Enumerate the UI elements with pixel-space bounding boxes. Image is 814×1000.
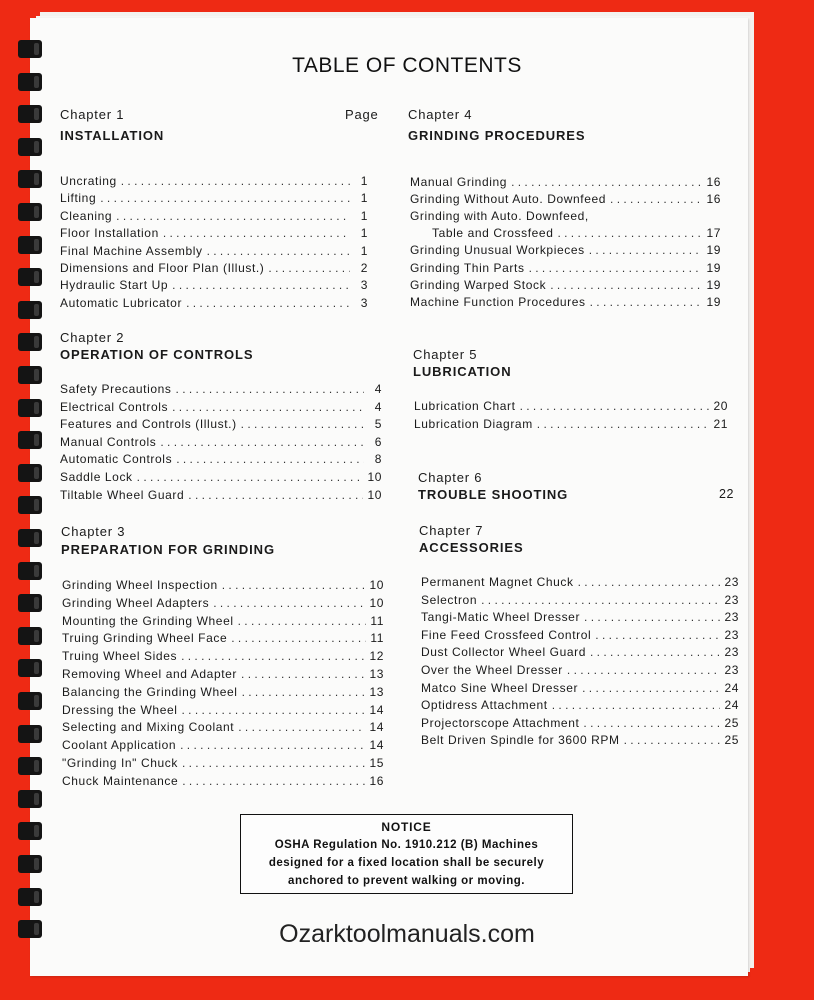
toc-entry	[432, 226, 721, 242]
leader-dots	[550, 278, 702, 292]
toc-entry-label: Mounting the Grinding Wheel	[62, 613, 234, 628]
toc-entry-label: Permanent Magnet Chuck	[421, 575, 574, 589]
toc-entry-label: Table and Crossfeed	[432, 226, 554, 241]
leader-dots	[121, 174, 350, 188]
toc-entry	[60, 174, 368, 190]
toc-entry-label: Coolant Application	[62, 738, 177, 753]
binding-coil	[18, 138, 42, 156]
toc-entry-label: Grinding with Auto. Downfeed,	[410, 209, 589, 224]
toc-entry-page: 14	[369, 738, 384, 753]
toc-entry-label: Tiltable Wheel Guard	[60, 487, 185, 502]
leader-dots	[182, 756, 365, 770]
chapter-7-title: ACCESSORIES	[419, 540, 524, 555]
toc-entry-page: 8	[374, 452, 382, 467]
toc-entry-page: 3	[360, 278, 368, 293]
toc-entry-page: 23	[724, 627, 739, 642]
toc-entry-page: 1	[360, 208, 368, 223]
toc-entry	[62, 631, 384, 647]
binding-coil	[18, 170, 42, 188]
toc-entry-page: 25	[724, 715, 739, 730]
toc-entry-label: Grinding Unusual Workpieces	[410, 243, 585, 258]
binding-coil	[18, 725, 42, 743]
toc-entry-label: Safety Precautions	[60, 382, 172, 396]
toc-entry-label: Lubrication Chart	[414, 399, 516, 413]
toc-entry	[60, 296, 368, 312]
toc-entry	[62, 720, 384, 736]
notice-line: anchored to prevent walking or moving.	[288, 875, 525, 887]
toc-entry	[421, 698, 739, 714]
binding-coil	[18, 333, 42, 351]
toc-entry-label: Lubrication Diagram	[414, 417, 533, 431]
toc-entry-label: Selectron	[421, 592, 478, 607]
toc-entry-label: Over the Wheel Dresser	[421, 663, 563, 677]
toc-entry-label: Fine Feed Crossfeed Control	[421, 627, 592, 642]
chapter-4-label: Chapter 4	[408, 107, 473, 122]
toc-entry	[60, 226, 368, 242]
toc-entry	[62, 667, 384, 683]
leader-dots	[213, 596, 365, 610]
toc-entry-label: Dust Collector Wheel Guard	[421, 645, 586, 660]
toc-entry	[62, 649, 384, 665]
toc-entry	[62, 596, 384, 612]
toc-entry-label: Grinding Thin Parts	[410, 260, 525, 275]
watermark-url: Ozarktoolmanuals.com	[279, 920, 535, 948]
toc-entry	[60, 261, 368, 277]
leader-dots	[268, 261, 350, 275]
toc-entry	[410, 295, 721, 311]
toc-entry	[60, 191, 368, 207]
toc-entry-page: 23	[724, 645, 739, 660]
leader-dots	[176, 452, 364, 466]
toc-entry-label: Cleaning	[60, 208, 113, 223]
toc-entry	[62, 703, 384, 719]
toc-entry	[60, 470, 382, 486]
toc-entry-label: Automatic Controls	[60, 452, 173, 467]
leader-dots	[181, 649, 365, 663]
binding-coil	[18, 594, 42, 612]
leader-dots	[590, 295, 703, 309]
leader-dots	[182, 774, 365, 788]
chapter-5-label: Chapter 5	[413, 347, 478, 362]
leader-dots	[242, 685, 366, 699]
leader-dots	[610, 192, 702, 206]
binding-coil	[18, 105, 42, 123]
toc-entry	[421, 663, 739, 679]
toc-entry-page: 14	[369, 720, 384, 735]
toc-entry-label: Grinding Without Auto. Downfeed	[410, 192, 607, 207]
toc-entry-page: 21	[713, 417, 728, 431]
leader-dots	[188, 488, 363, 502]
chapter-6-title: TROUBLE SHOOTING	[418, 487, 569, 502]
toc-entry-label: Floor Installation	[60, 226, 159, 241]
toc-entry-page: 13	[369, 667, 384, 681]
binding-coil	[18, 464, 42, 482]
toc-entry-page: 24	[724, 698, 739, 713]
leader-dots	[241, 417, 364, 431]
binding-coil	[18, 757, 42, 775]
toc-entry	[421, 645, 739, 661]
toc-entry-label: Optidress Attachment	[421, 698, 548, 713]
chapter-3-title: PREPARATION FOR GRINDING	[61, 542, 275, 557]
toc-entry-label: Dimensions and Floor Plan (Illust.)	[60, 261, 265, 275]
toc-entry-label: Truing Grinding Wheel Face	[62, 631, 228, 646]
toc-entry	[421, 575, 739, 591]
toc-entry-page: 1	[360, 174, 368, 188]
toc-entry	[414, 417, 728, 433]
binding-coil	[18, 822, 42, 840]
leader-dots	[238, 720, 365, 734]
toc-entry	[410, 243, 721, 259]
leader-dots	[160, 435, 364, 449]
toc-entry	[410, 192, 721, 208]
leader-dots	[180, 738, 365, 752]
leader-dots	[582, 681, 720, 695]
toc-entry	[60, 435, 382, 451]
toc-entry-page: 15	[369, 756, 384, 770]
toc-entry-label: Manual Grinding	[410, 175, 508, 189]
leader-dots	[100, 191, 350, 205]
toc-entry-label: Projectorscope Attachment	[421, 715, 580, 730]
leader-dots	[557, 226, 702, 240]
toc-entry	[62, 578, 384, 594]
toc-entry	[60, 488, 382, 504]
leader-dots	[238, 614, 366, 628]
binding-coil	[18, 790, 42, 808]
notice-heading: NOTICE	[381, 820, 432, 834]
leader-dots	[583, 716, 720, 730]
toc-entry	[62, 774, 384, 790]
binding-coil	[18, 203, 42, 221]
binding-coil	[18, 659, 42, 677]
chapter-6-label: Chapter 6	[418, 470, 483, 485]
leader-dots	[567, 663, 721, 677]
chapter-4-title: GRINDING PROCEDURES	[408, 128, 586, 143]
leader-dots	[222, 578, 366, 592]
leader-dots	[172, 400, 364, 414]
toc-entry-page: 5	[374, 417, 382, 432]
chapter-5-title: LUBRICATION	[413, 364, 512, 379]
toc-entry-page: 16	[369, 773, 384, 788]
toc-entry-page: 16	[706, 192, 721, 207]
toc-entry-page: 23	[724, 592, 739, 607]
toc-entry-page: 4	[374, 382, 382, 396]
leader-dots	[241, 667, 365, 681]
binding-coil	[18, 692, 42, 710]
leader-dots	[182, 703, 366, 717]
toc-entry-page: 19	[706, 294, 721, 309]
toc-entry-page: 19	[706, 277, 721, 292]
toc-entry-label: Removing Wheel and Adapter	[62, 667, 238, 681]
toc-entry	[60, 244, 368, 260]
leader-dots	[520, 399, 710, 413]
binding-coil	[18, 627, 42, 645]
chapter-2-title: OPERATION OF CONTROLS	[60, 347, 254, 362]
leader-dots	[537, 417, 710, 431]
toc-entry-label: Automatic Lubricator	[60, 295, 183, 310]
toc-entry-page: 1	[360, 226, 368, 241]
toc-entry	[60, 417, 382, 433]
toc-entry-label: Truing Wheel Sides	[62, 649, 178, 664]
binding-coil	[18, 431, 42, 449]
toc-entry-page: 3	[360, 295, 368, 310]
leader-dots	[624, 733, 721, 747]
toc-entry	[414, 399, 728, 415]
binding-coil	[18, 529, 42, 547]
toc-entry	[62, 614, 384, 630]
toc-entry	[421, 681, 739, 697]
toc-entry-label: Saddle Lock	[60, 470, 133, 484]
toc-entry-label: Tangi-Matic Wheel Dresser	[421, 610, 581, 625]
leader-dots	[511, 175, 702, 189]
toc-entry	[421, 628, 739, 644]
leader-dots	[137, 470, 364, 484]
leader-dots	[589, 243, 703, 257]
binding-coil	[18, 399, 42, 417]
chapter-6-page: 22	[719, 487, 735, 501]
toc-entry	[62, 756, 384, 772]
toc-entry-page: 19	[706, 243, 721, 258]
chapter-1-label: Chapter 1	[60, 107, 125, 122]
toc-entry-label: Features and Controls (Illust.)	[60, 417, 237, 432]
toc-entry	[410, 209, 721, 225]
toc-entry-page: 12	[369, 649, 384, 664]
toc-entry-label: Belt Driven Spindle for 3600 RPM	[421, 733, 620, 748]
toc-entry-label: Grinding Wheel Inspection	[62, 578, 218, 592]
toc-entry-page: 11	[370, 613, 384, 628]
leader-dots	[172, 278, 350, 292]
chapter-7-label: Chapter 7	[419, 523, 484, 538]
binding-coil	[18, 301, 42, 319]
toc-entry	[60, 209, 368, 225]
notice-line: designed for a fixed location shall be securely	[268, 857, 545, 869]
toc-entry-page: 16	[706, 175, 721, 189]
binding-coil	[18, 366, 42, 384]
toc-entry-page: 2	[360, 261, 368, 275]
toc-entry-label: Hydraulic Start Up	[60, 278, 169, 293]
binding-coil	[18, 888, 42, 906]
toc-entry	[60, 452, 382, 468]
toc-entry	[421, 610, 739, 626]
leader-dots	[231, 631, 366, 645]
toc-entry	[421, 733, 739, 749]
toc-entry-page: 24	[724, 680, 739, 695]
leader-dots	[552, 698, 721, 712]
toc-entry	[410, 278, 721, 294]
toc-entry-page: 10	[367, 470, 382, 484]
toc-entry	[60, 382, 382, 398]
toc-entry-page: 17	[706, 226, 721, 241]
toc-entry-page: 23	[724, 575, 739, 589]
toc-entry-label: Selecting and Mixing Coolant	[62, 720, 235, 735]
toc-entry-page: 1	[360, 191, 368, 206]
leader-dots	[578, 575, 721, 589]
toc-entry-label: Matco Sine Wheel Dresser	[421, 680, 579, 695]
toc-entry-label: Grinding Warped Stock	[410, 277, 547, 292]
toc-entry-page: 4	[374, 399, 382, 414]
toc-entry-label: "Grinding In" Chuck	[62, 756, 178, 770]
leader-dots	[116, 209, 350, 223]
toc-entry-page: 23	[724, 663, 739, 677]
leader-dots	[590, 645, 720, 659]
leader-dots	[529, 261, 703, 275]
toc-entry-label: Chuck Maintenance	[62, 773, 179, 788]
leader-dots	[481, 593, 720, 607]
toc-entry-label: Dressing the Wheel	[62, 702, 178, 717]
toc-entry-page: 1	[360, 243, 368, 258]
toc-entry-page: 10	[369, 578, 384, 592]
toc-entry	[410, 261, 721, 277]
toc-entry-page: 6	[374, 434, 382, 449]
leader-dots	[176, 382, 364, 396]
toc-entry-page: 13	[369, 684, 384, 699]
notice-box	[240, 814, 573, 894]
toc-entry	[60, 400, 382, 416]
binding-coil	[18, 562, 42, 580]
leader-dots	[584, 610, 720, 624]
binding-coil	[18, 855, 42, 873]
leader-dots	[186, 296, 350, 310]
binding-coil	[18, 268, 42, 286]
toc-entry-page: 19	[706, 260, 721, 275]
notice-line: OSHA Regulation No. 1910.212 (B) Machines	[274, 839, 539, 851]
toc-entry-label: Manual Controls	[60, 434, 157, 449]
toc-entry-label: Grinding Wheel Adapters	[62, 595, 210, 610]
toc-entry-page: 25	[724, 733, 739, 748]
leader-dots	[163, 226, 350, 240]
toc-entry-label: Final Machine Assembly	[60, 243, 203, 258]
toc-entry-page: 11	[370, 631, 384, 646]
toc-entry	[60, 278, 368, 294]
toc-entry-label: Machine Function Procedures	[410, 294, 586, 309]
binding-coil	[18, 236, 42, 254]
leader-dots	[595, 628, 720, 642]
chapter-2-label: Chapter 2	[60, 330, 125, 345]
chapter-3-label: Chapter 3	[61, 524, 126, 539]
toc-entry-page: 23	[724, 610, 739, 625]
toc-entry-page: 14	[369, 702, 384, 717]
toc-entry-page: 10	[367, 487, 382, 502]
chapter-1-title: INSTALLATION	[60, 128, 165, 143]
toc-entry-page: 10	[369, 595, 384, 610]
toc-entry-label: Balancing the Grinding Wheel	[62, 684, 238, 699]
toc-entry	[421, 716, 739, 732]
leader-dots	[207, 244, 350, 258]
page-column-heading: Page	[345, 107, 379, 122]
toc-entry-label: Electrical Controls	[60, 399, 169, 414]
binding-coil	[18, 496, 42, 514]
toc-entry	[62, 738, 384, 754]
page-title: TABLE OF CONTENTS	[292, 54, 522, 77]
toc-entry	[421, 593, 739, 609]
toc-entry	[410, 175, 721, 191]
toc-entry	[62, 685, 384, 701]
toc-entry-label: Uncrating	[60, 174, 117, 188]
toc-entry-page: 20	[713, 399, 728, 413]
toc-entry-label: Lifting	[60, 191, 97, 206]
